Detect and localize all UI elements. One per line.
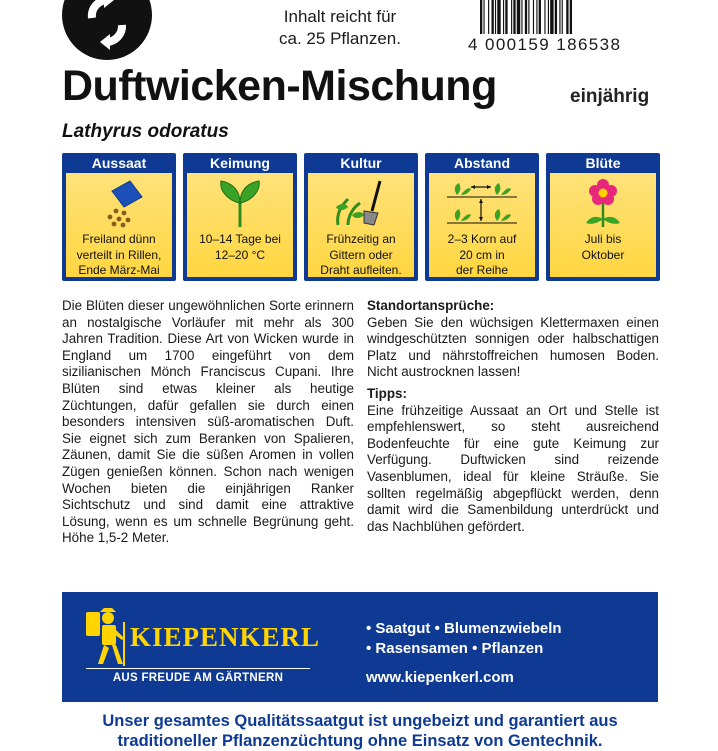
info-text-line: Gittern oder bbox=[329, 247, 393, 262]
products-line-2: • Rasensamen • Pflanzen bbox=[366, 640, 544, 657]
info-box-title: Abstand bbox=[454, 155, 510, 171]
info-text-line: der Reihe bbox=[455, 263, 509, 277]
info-box-title: Keimung bbox=[210, 155, 270, 171]
brand-divider bbox=[86, 668, 310, 669]
info-box-germination bbox=[183, 153, 297, 281]
tips-heading: Tipps: bbox=[367, 385, 407, 401]
footer-line-2: traditioneller Pflanzenzüchtung ohne Einsatz von Gentechnik. bbox=[117, 732, 603, 750]
green-dot-icon bbox=[62, 0, 152, 60]
product-subtitle: einjährig bbox=[570, 86, 650, 107]
info-text-line: Oktober bbox=[581, 247, 625, 262]
footer-line-1: Unser gesamtes Qualitätssaatgut ist ungebeizt und garantiert aus bbox=[102, 712, 618, 730]
kiepenkerl-figure-icon bbox=[82, 608, 128, 668]
description-text: Die Blüten dieser ungewöhnlichen Sorte erinnern an nostalgische Vorläufer mit mehr als 300 Jahren Tradition. Diese Art von Wicken wurde in England um 1700 eingeführt von dem sizilianischen Mönch Franciscus Cupani. Ihre Blüten sind etwas kleiner als heutige Züchtungen, dafür gefallen sie durch einen besonders intensiven süß-aromatischen Duft. Sie eignet sich zum Beranken von Spalieren, Zäunen, damit Sie die süßen Aromen in vollen Zügen genießen können. Schon nach wenigen Wochen bieten die einjährigen Ranker Sichtschutz und sind damit eine attraktive Lösung, wenn es um schnelle Begrünung geht. Höhe 1,5-2 Meter. bbox=[62, 298, 354, 546]
trowel-icon bbox=[326, 177, 396, 229]
website-link[interactable]: www.kiepenkerl.com bbox=[366, 669, 514, 686]
info-box-title: Blüte bbox=[585, 155, 621, 171]
info-text-line: Frühzeitig an bbox=[326, 232, 396, 246]
info-column bbox=[367, 298, 659, 540]
info-text-line: Draht aufleiten. bbox=[320, 263, 402, 277]
brand-name: KIEPENKERL bbox=[130, 622, 321, 652]
spacing-icon bbox=[435, 177, 529, 229]
seed-packet-icon bbox=[84, 177, 154, 229]
barcode bbox=[478, 0, 658, 38]
info-text-line: verteilt in Rillen, bbox=[76, 247, 162, 262]
info-box-title: Aussaat bbox=[91, 155, 147, 171]
info-box-title: Kultur bbox=[340, 155, 382, 171]
contents-info bbox=[255, 6, 425, 50]
product-list bbox=[366, 619, 562, 659]
info-box-spacing bbox=[425, 153, 539, 281]
barcode-number: 4 000159 186538 bbox=[468, 35, 622, 54]
info-text-line: 20 cm in bbox=[459, 247, 505, 262]
products-line-1: • Saatgut • Blumenzwiebeln bbox=[366, 620, 562, 637]
product-title: Duftwicken-Mischung bbox=[62, 62, 497, 110]
info-text-line: 2–3 Korn auf bbox=[447, 232, 517, 246]
flower-icon bbox=[568, 177, 638, 229]
info-text-line: 12–20 °C bbox=[214, 247, 266, 262]
tips-text: Eine frühzeitige Aussaat an Ort und Stelle ist empfehlenswert, so steht ausreichend Bodenfeuchte für eine gute Keimung zur Verfügung. Duftwicken sind reizende Vasenblumen, ideal für kleine Sträuße. Sie sollten regelmäßig abgepflückt werden, denn damit wird die Samenbildung unterdrückt und das Nachblühen gefördert. bbox=[367, 402, 659, 534]
info-box-flowering bbox=[546, 153, 660, 281]
latin-name: Lathyrus odoratus bbox=[62, 121, 229, 142]
footer-note bbox=[62, 711, 658, 751]
info-text-line: Ende März-Mai bbox=[78, 263, 160, 277]
info-box-sowing bbox=[62, 153, 176, 281]
info-text-line: Freiland dünn bbox=[82, 232, 156, 246]
seedling-icon bbox=[205, 177, 275, 229]
contents-line-2: ca. 25 Pflanzen. bbox=[279, 29, 401, 48]
contents-line-1: Inhalt reicht für bbox=[283, 7, 397, 26]
location-text: Geben Sie den wüchsigen Klettermaxen einen windgeschützten sonnigen oder halbschattigen Platz und nährstoffreichen humosen Boden. Nicht austrocknen lassen! bbox=[367, 314, 659, 380]
description-column bbox=[62, 298, 354, 552]
info-box-cultivation bbox=[304, 153, 418, 281]
recycling-logo bbox=[62, 0, 152, 60]
brand-tagline: AUS FREUDE AM GÄRTNERN bbox=[112, 672, 284, 684]
location-heading: Standortansprüche: bbox=[367, 298, 495, 313]
info-text-line: 10–14 Tage bei bbox=[199, 232, 281, 246]
info-text-line: Juli bis bbox=[584, 232, 622, 246]
